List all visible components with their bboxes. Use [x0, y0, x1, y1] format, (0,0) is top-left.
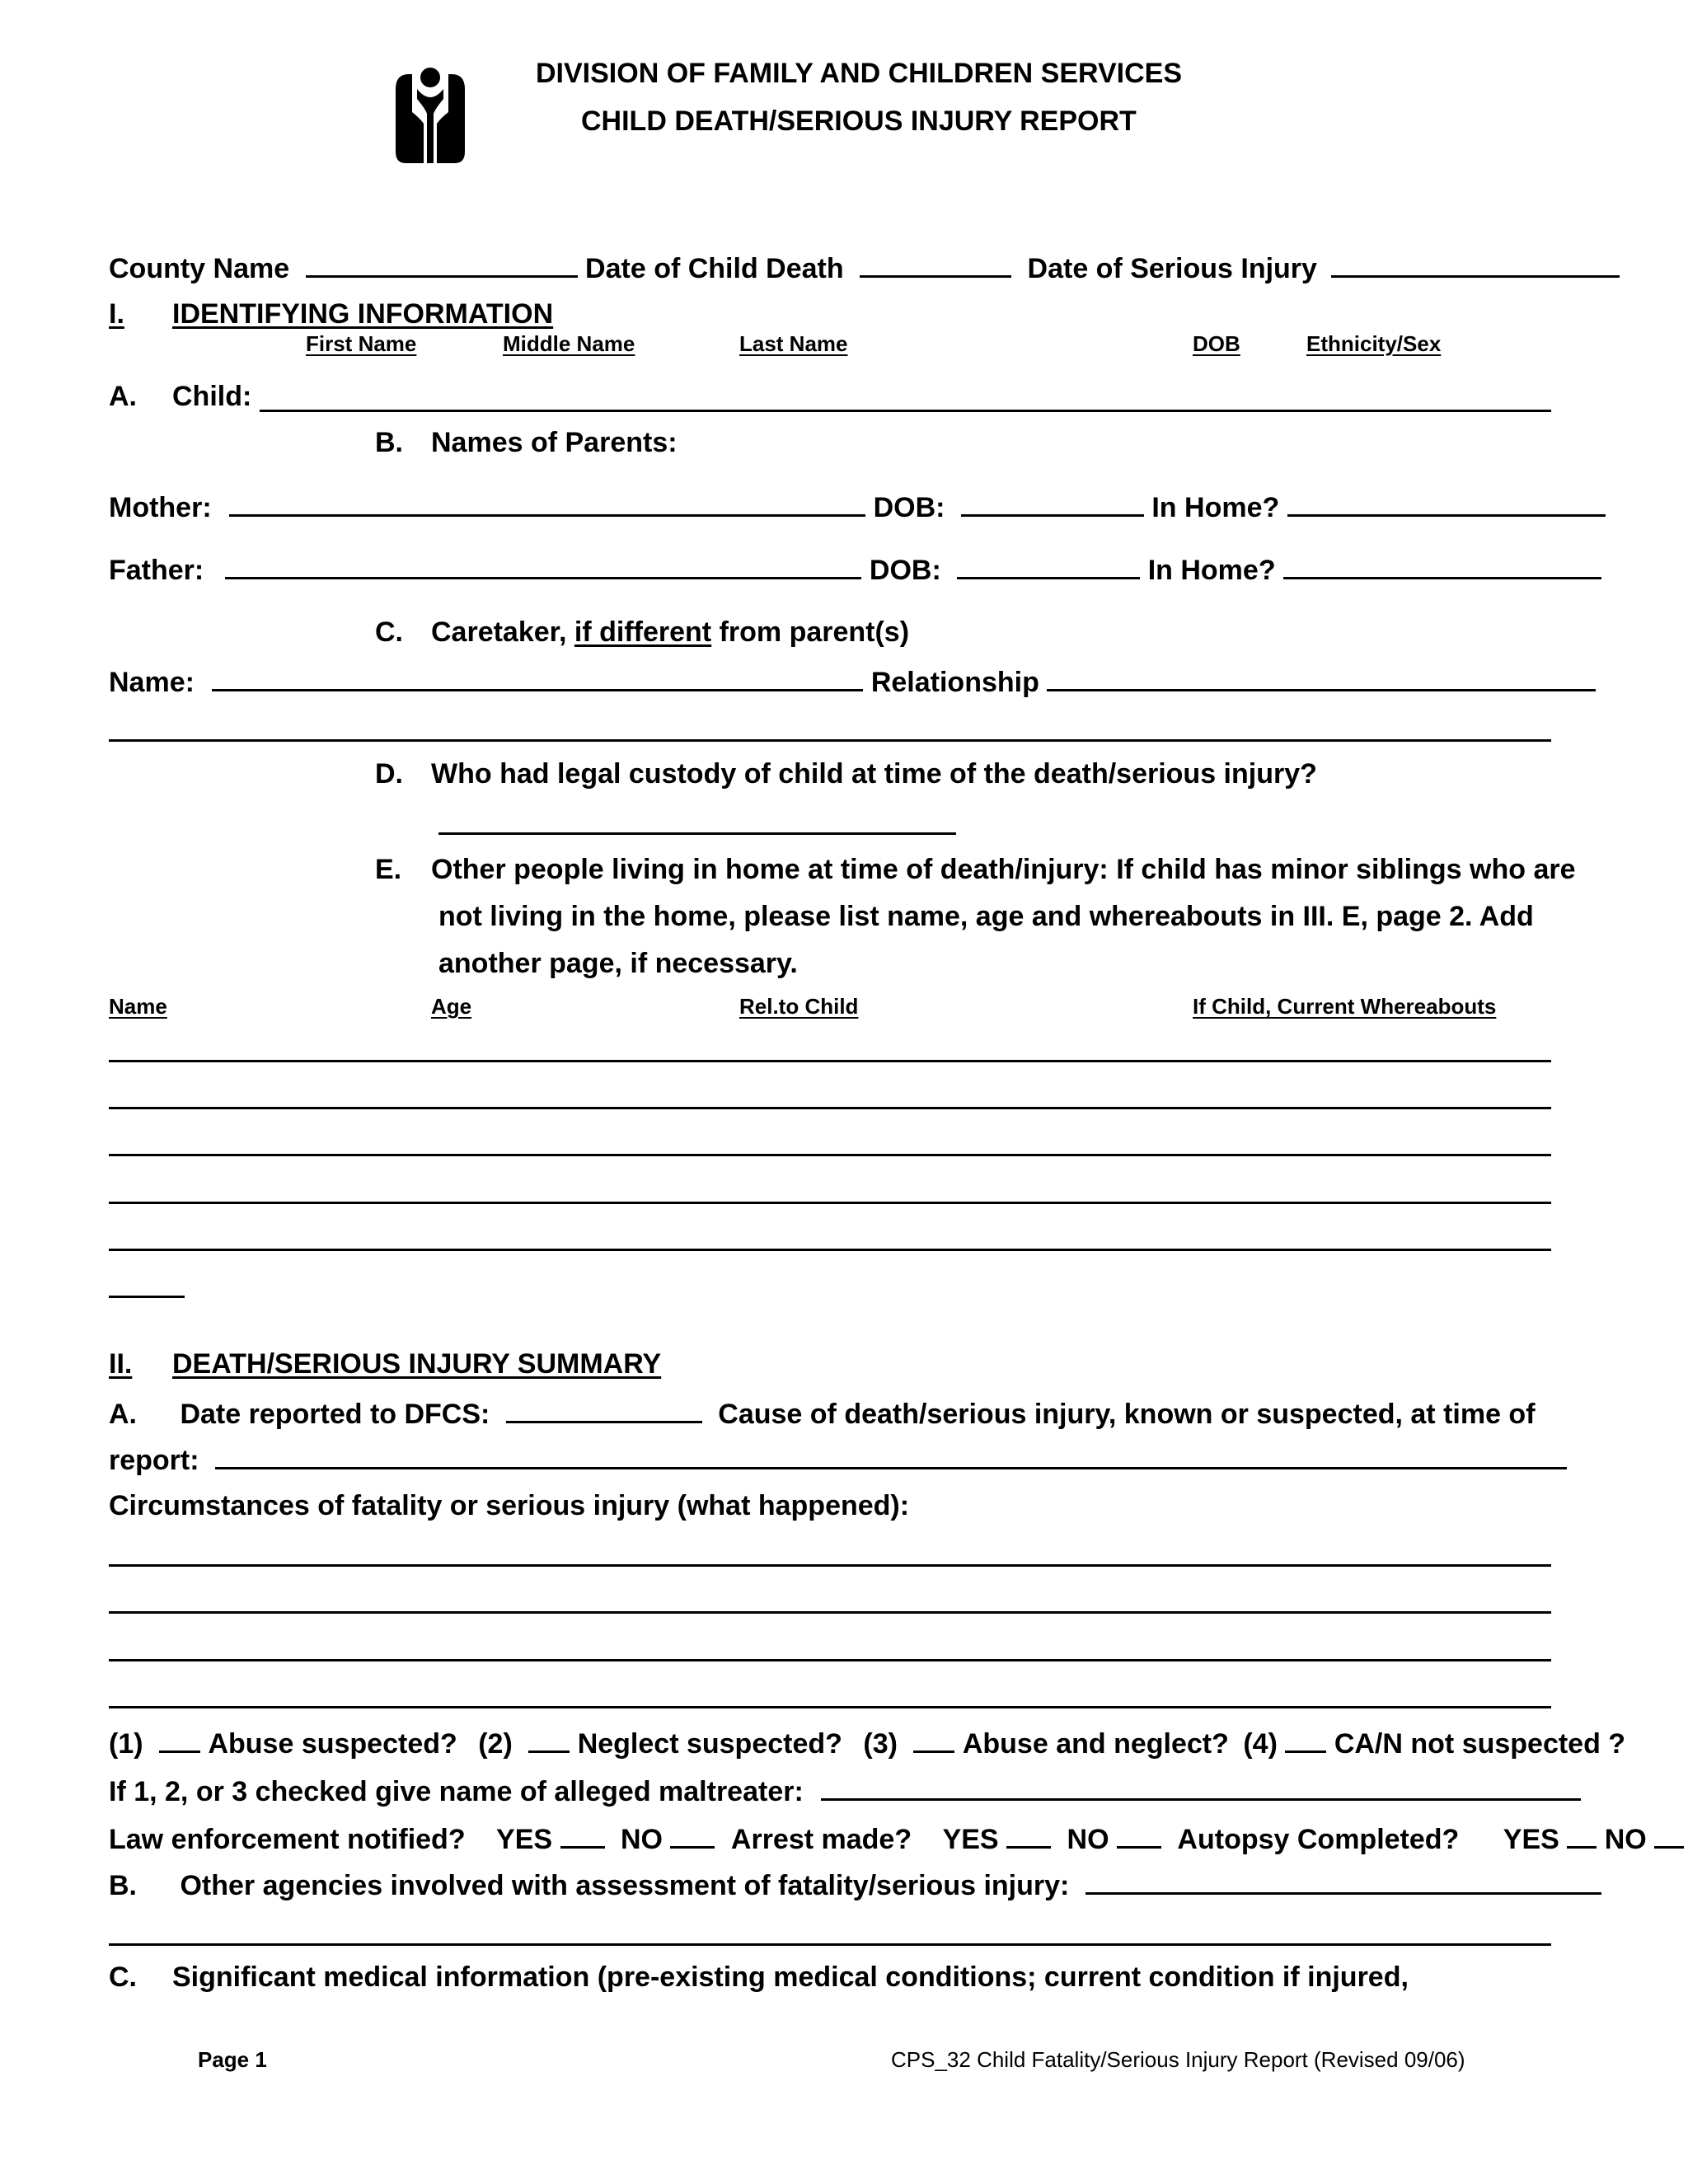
- table-col-relationship: Rel.to Child: [739, 994, 859, 1019]
- father-row: [109, 552, 1601, 587]
- autopsy-yes-label: YES: [1503, 1824, 1559, 1855]
- law-row: [109, 1821, 1684, 1856]
- neglect-suspected-label: Neglect suspected?: [577, 1728, 842, 1760]
- relationship-field[interactable]: [1047, 664, 1596, 691]
- caretaker-name-field[interactable]: [212, 664, 863, 691]
- not-suspected-label: CA/N not suspected ?: [1334, 1728, 1626, 1760]
- father-dob-field[interactable]: [957, 552, 1140, 579]
- agencies-field[interactable]: [1085, 1868, 1601, 1895]
- relationship-label: Relationship: [870, 667, 1039, 698]
- form-id: CPS_32 Child Fatality/Serious Injury Report (Revised 09/06): [891, 2047, 1465, 2072]
- agencies-extra-line[interactable]: [109, 1943, 1551, 1946]
- caretaker-row: [109, 664, 1596, 699]
- circumstances-line-4[interactable]: [109, 1706, 1551, 1708]
- caretaker-label-letter: C.: [375, 616, 403, 648]
- mother-dob-label: DOB:: [873, 492, 945, 523]
- agencies-label-letter: B.: [109, 1870, 137, 1901]
- household-line-2[interactable]: [109, 1107, 1551, 1109]
- date-reported-label: Date reported to DFCS:: [180, 1399, 490, 1430]
- arrest-label: Arrest made?: [730, 1824, 912, 1855]
- date-injury-field[interactable]: [1331, 251, 1620, 278]
- caretaker-extra-line[interactable]: [109, 739, 1551, 742]
- circumstances-line-1[interactable]: [109, 1564, 1551, 1567]
- father-in-home-field[interactable]: [1283, 552, 1601, 579]
- col-last-name: Last Name: [739, 331, 848, 356]
- parents-label: Names of Parents:: [431, 427, 678, 458]
- arrest-yes-check[interactable]: [1006, 1821, 1051, 1849]
- medical-label: Significant medical information (pre-existing medical conditions; current condition if injured,: [172, 1961, 1409, 1993]
- circumstances-label: Circumstances of fatality or serious injury (what happened):: [109, 1490, 910, 1521]
- parents-label-letter: B.: [375, 427, 403, 458]
- mother-in-home-field[interactable]: [1287, 490, 1606, 517]
- autopsy-no-label: NO: [1604, 1824, 1647, 1855]
- law-yes-label: YES: [496, 1824, 553, 1855]
- law-no-label: NO: [621, 1824, 663, 1855]
- suspicion-row: [109, 1726, 1625, 1760]
- top-fields-row: [109, 251, 1620, 285]
- section1-num: I.: [109, 298, 124, 330]
- household-line-6[interactable]: [109, 1296, 185, 1298]
- caretaker-text-1: Caretaker,: [431, 616, 574, 648]
- maltreater-label: If 1, 2, or 3 checked give name of alleged maltreater:: [109, 1776, 804, 1807]
- agencies-label: Other agencies involved with assessment of fatality/serious injury:: [180, 1870, 1070, 1901]
- reported-row: [109, 1396, 1536, 1431]
- custody-label-letter: D.: [375, 758, 403, 790]
- autopsy-yes-check[interactable]: [1567, 1821, 1597, 1849]
- header-subtitle: CHILD DEATH/SERIOUS INJURY REPORT: [581, 105, 1137, 137]
- check-3-number: (3): [863, 1728, 898, 1760]
- check-2-number: (2): [478, 1728, 513, 1760]
- child-field[interactable]: [260, 410, 1551, 412]
- mother-in-home-label: In Home?: [1151, 492, 1280, 523]
- check-1-number: (1): [109, 1728, 143, 1760]
- autopsy-no-check[interactable]: [1654, 1821, 1684, 1849]
- others-line-1: Other people living in home at time of death/injury: If child has minor siblings who are: [431, 854, 1576, 885]
- custody-field[interactable]: [438, 832, 956, 835]
- cause-field[interactable]: [215, 1442, 1567, 1469]
- arrest-no-label: NO: [1067, 1824, 1109, 1855]
- law-notified-label: Law enforcement notified?: [109, 1824, 466, 1855]
- report-label: report:: [109, 1445, 199, 1476]
- page-number: Page 1: [198, 2047, 267, 2072]
- report-row: [109, 1442, 1567, 1477]
- maltreater-row: [109, 1774, 1581, 1808]
- custody-question: Who had legal custody of child at time of the death/serious injury?: [431, 758, 1317, 790]
- father-dob-label: DOB:: [869, 555, 941, 586]
- county-field[interactable]: [306, 251, 578, 278]
- others-line-3: another page, if necessary.: [438, 948, 798, 979]
- father-field[interactable]: [225, 552, 861, 579]
- household-line-4[interactable]: [109, 1202, 1551, 1204]
- section2-num: II.: [109, 1348, 133, 1380]
- household-line-1[interactable]: [109, 1060, 1551, 1062]
- date-death-label: Date of Child Death: [585, 253, 844, 284]
- law-yes-check[interactable]: [560, 1821, 605, 1849]
- circumstances-line-3[interactable]: [109, 1659, 1551, 1661]
- abuse-neglect-label: Abuse and neglect?: [962, 1728, 1229, 1760]
- section2-title: DEATH/SERIOUS INJURY SUMMARY: [172, 1348, 662, 1380]
- table-col-age: Age: [431, 994, 472, 1019]
- header-title: DIVISION OF FAMILY AND CHILDREN SERVICES: [536, 58, 1183, 89]
- arrest-no-check[interactable]: [1117, 1821, 1161, 1849]
- col-ethnicity-sex: Ethnicity/Sex: [1306, 331, 1442, 356]
- maltreater-field[interactable]: [821, 1774, 1581, 1801]
- caretaker-label: [431, 616, 909, 649]
- mother-label: Mother:: [109, 492, 212, 523]
- date-injury-label: Date of Serious Injury: [1027, 253, 1317, 284]
- mother-row: [109, 490, 1606, 524]
- date-reported-field[interactable]: [506, 1396, 702, 1423]
- medical-label-letter: C.: [109, 1961, 137, 1993]
- caretaker-name-label: Name:: [109, 667, 195, 698]
- date-death-field[interactable]: [860, 251, 1011, 278]
- abuse-check[interactable]: [159, 1726, 200, 1753]
- child-label-letter: A.: [109, 381, 137, 412]
- cause-label: Cause of death/serious injury, known or suspected, at time of: [718, 1399, 1536, 1430]
- table-col-name: Name: [109, 994, 167, 1019]
- agencies-row: [109, 1868, 1601, 1902]
- circumstances-line-2[interactable]: [109, 1611, 1551, 1614]
- arrest-yes-label: YES: [942, 1824, 999, 1855]
- father-label: Father:: [109, 555, 204, 586]
- table-col-whereabouts: If Child, Current Whereabouts: [1193, 994, 1497, 1019]
- section1-title: IDENTIFYING INFORMATION: [172, 298, 554, 330]
- mother-field[interactable]: [229, 490, 865, 517]
- dfcs-logo: [387, 66, 473, 168]
- check-4-number: (4): [1243, 1728, 1278, 1760]
- household-line-5[interactable]: [109, 1249, 1551, 1251]
- neglect-check[interactable]: [528, 1726, 570, 1753]
- caretaker-text-underlined: if different: [574, 616, 712, 648]
- others-label-letter: E.: [375, 854, 402, 885]
- child-label: Child:: [172, 381, 252, 412]
- others-line-2: not living in the home, please list name, age and whereabouts in III. E, page 2. Add: [438, 901, 1534, 932]
- county-label: County Name: [109, 253, 290, 284]
- abuse-neglect-check[interactable]: [913, 1726, 954, 1753]
- caretaker-text-2: from parent(s): [711, 616, 910, 648]
- reported-label-letter: A.: [109, 1399, 137, 1430]
- col-dob: DOB: [1193, 331, 1240, 356]
- col-first-name: First Name: [306, 331, 417, 356]
- law-no-check[interactable]: [670, 1821, 715, 1849]
- household-line-3[interactable]: [109, 1154, 1551, 1156]
- mother-dob-field[interactable]: [961, 490, 1144, 517]
- col-middle-name: Middle Name: [503, 331, 635, 356]
- abuse-suspected-label: Abuse suspected?: [208, 1728, 457, 1760]
- father-in-home-label: In Home?: [1147, 555, 1276, 586]
- not-suspected-check[interactable]: [1285, 1726, 1326, 1753]
- autopsy-label: Autopsy Completed?: [1177, 1824, 1460, 1855]
